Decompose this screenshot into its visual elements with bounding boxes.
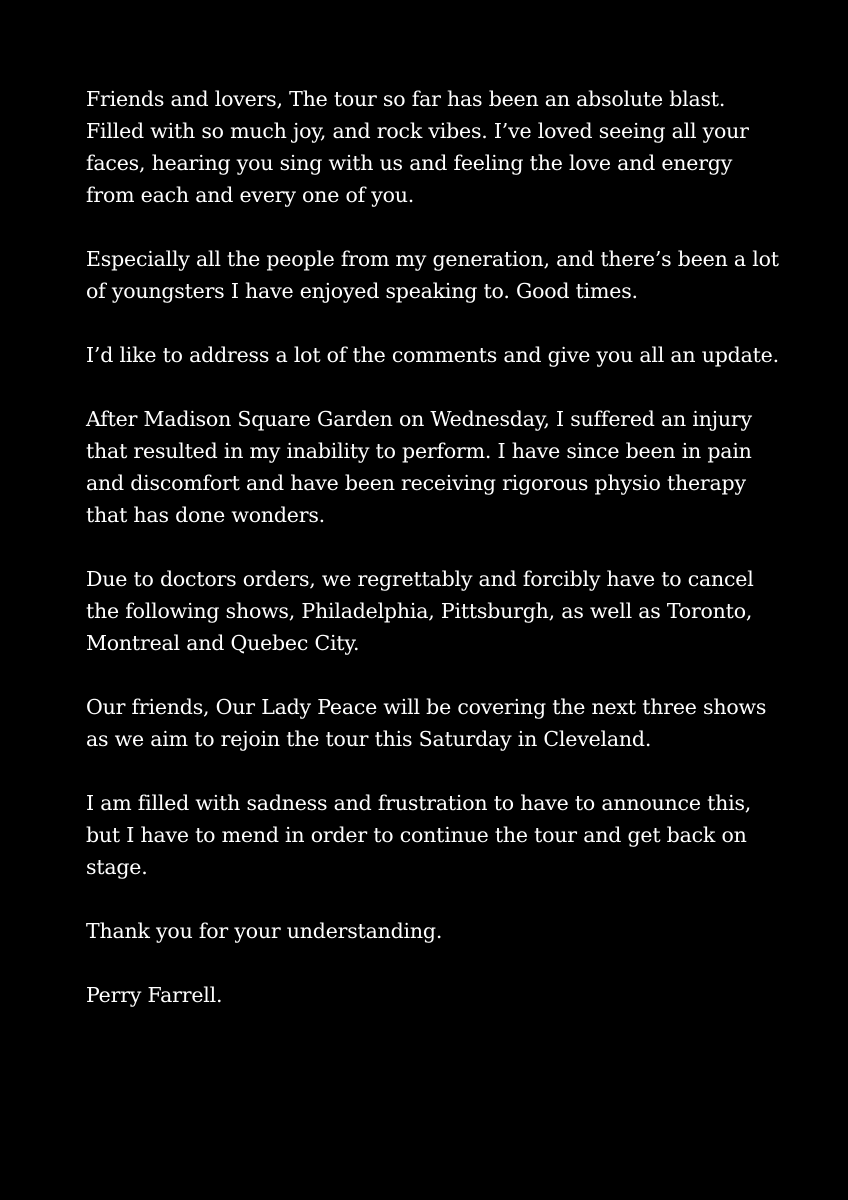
paragraph-our-lady-peace: Our friends, Our Lady Peace will be covering the next three shows as we aim to rejoin the tour this Saturday in Cleveland.	[86, 695, 767, 751]
paragraph-generation: Especially all the people from my generation, and there’s been a lot of youngsters I have enjoyed speaking to. Good times.	[86, 247, 779, 303]
paragraph-cancellations: Due to doctors orders, we regrettably and forcibly have to cancel the following shows, Philadelphia, Pittsburgh, as well as Toronto, Montreal and Quebec City.	[86, 567, 754, 655]
statement-letter	[86, 83, 786, 1011]
paragraph-tour-intro: Friends and lovers, The tour so far has been an absolute blast. Filled with so much joy, and rock vibes. I’ve loved seeing all your faces, hearing you sing with us and feeling the love and energy from each and every one of you.	[86, 87, 749, 207]
paragraph-address-comments: I’d like to address a lot of the comments and give you all an update.	[86, 343, 779, 367]
paragraph-injury: After Madison Square Garden on Wednesday, I suffered an injury that resulted in my inability to perform. I have since been in pain and discomfort and have been receiving rigorous physio therapy that has done wonders.	[86, 407, 752, 527]
paragraph-sadness: I am filled with sadness and frustration to have to announce this, but I have to mend in order to continue the tour and get back on stage.	[86, 791, 752, 879]
paragraph-thank-you: Thank you for your understanding.	[86, 919, 443, 943]
signature-name: Perry Farrell.	[86, 983, 223, 1007]
